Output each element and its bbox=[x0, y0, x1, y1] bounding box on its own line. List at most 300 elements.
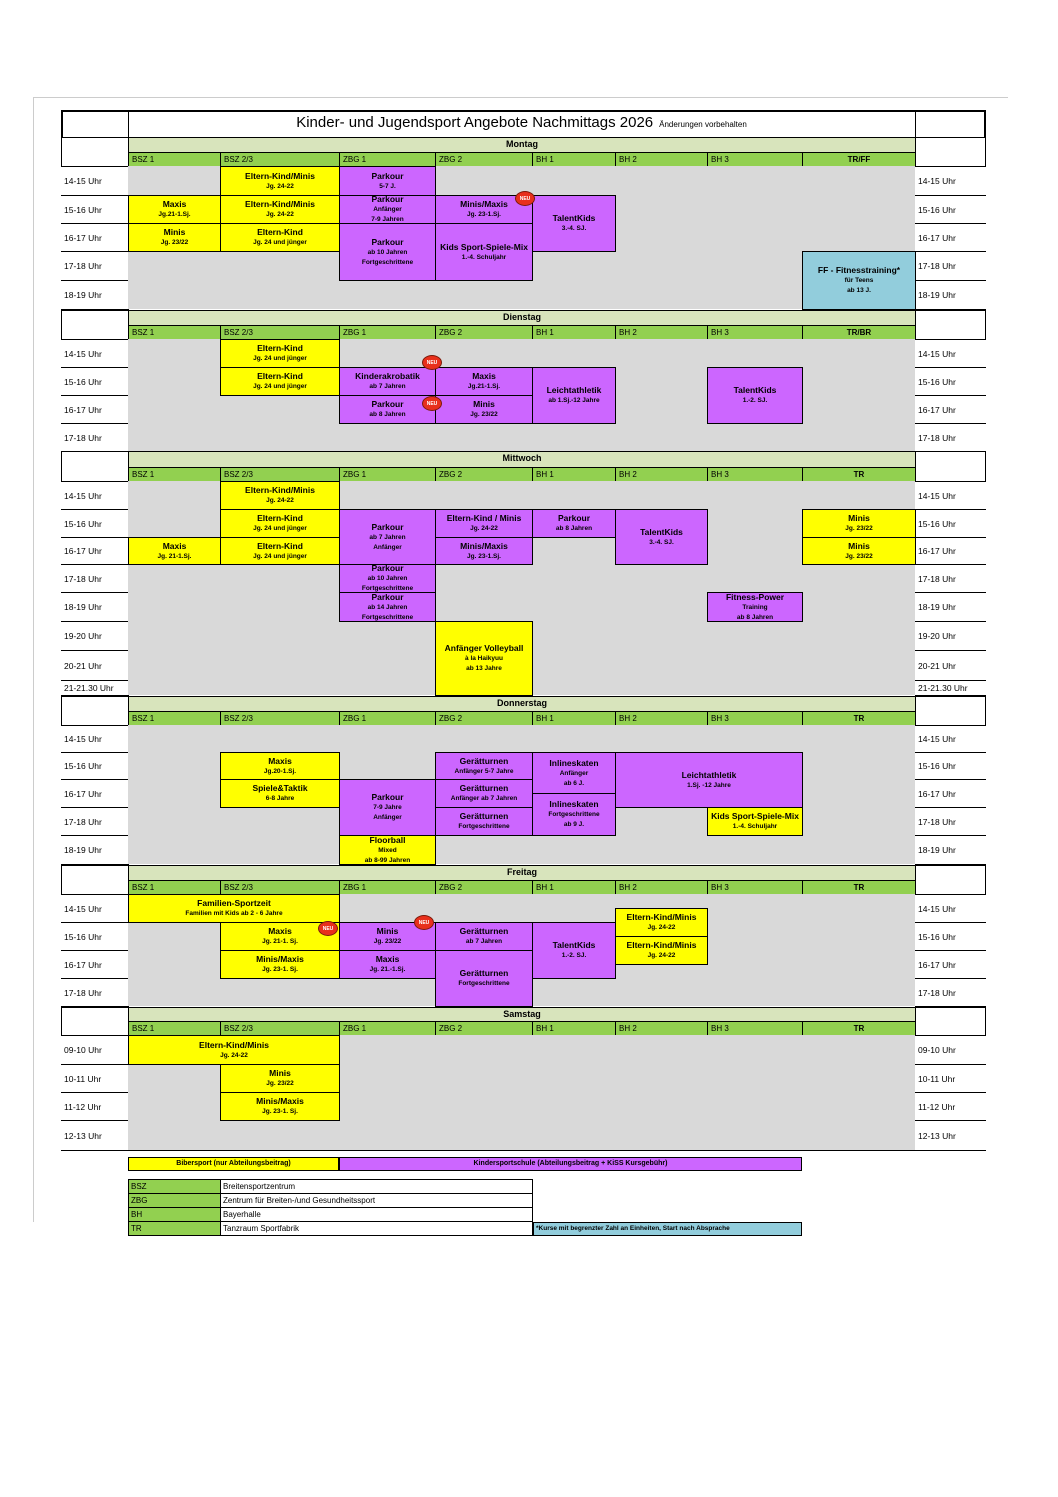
time-label-right: 14-15 Uhr bbox=[915, 725, 986, 753]
course-block[interactable] bbox=[339, 223, 436, 281]
page-title bbox=[128, 110, 915, 136]
venue-header: BH 2 bbox=[615, 152, 708, 167]
course-title: Minis bbox=[848, 540, 870, 551]
time-label-right: 17-18 Uhr bbox=[915, 564, 986, 593]
course-title: Maxis bbox=[268, 755, 292, 766]
new-badge-icon: NEU bbox=[422, 355, 442, 370]
venue-header: BH 2 bbox=[615, 880, 708, 895]
course-title: Floorball bbox=[369, 835, 406, 845]
venue-header: ZBG 1 bbox=[339, 152, 436, 167]
course-detail: Fortgeschrittene bbox=[458, 823, 510, 830]
course-block[interactable] bbox=[339, 592, 436, 622]
course-detail: Jg. 23-1. Sj. bbox=[262, 966, 298, 973]
time-label-left: 18-19 Uhr bbox=[61, 592, 128, 622]
course-detail: 7-9 Jahre bbox=[373, 804, 402, 811]
course-block[interactable] bbox=[220, 339, 340, 368]
course-detail: 1.-2. SJ. bbox=[742, 397, 768, 404]
venue-header: ZBG 2 bbox=[435, 152, 533, 167]
course-detail: ab 8-99 Jahren bbox=[364, 856, 411, 864]
time-label-left: 17-18 Uhr bbox=[61, 251, 128, 281]
course-title: Minis/Maxis bbox=[256, 1096, 304, 1106]
venue-header: ZBG 1 bbox=[339, 1021, 436, 1036]
venue-header: BH 3 bbox=[707, 880, 803, 895]
course-block[interactable] bbox=[435, 807, 533, 836]
venue-header: BH 3 bbox=[707, 711, 803, 726]
new-badge-icon: NEU bbox=[414, 915, 434, 930]
course-block[interactable] bbox=[220, 1092, 340, 1121]
course-block[interactable] bbox=[435, 367, 533, 396]
venue-header: BSZ 1 bbox=[128, 711, 221, 726]
course-detail: Mixed bbox=[378, 846, 397, 854]
header-side-left bbox=[61, 865, 129, 895]
course-detail: Jg. 24 und jünger bbox=[253, 355, 307, 362]
time-label-left: 21-21.30 Uhr bbox=[61, 680, 128, 696]
venue-header: TR/BR bbox=[802, 325, 916, 340]
course-title: Parkour bbox=[371, 564, 404, 573]
course-title: Minis bbox=[269, 1068, 291, 1078]
course-detail: für Teens bbox=[844, 277, 874, 284]
course-detail: Jg. 24 und jünger bbox=[253, 239, 307, 246]
header-side-right bbox=[915, 310, 986, 340]
course-block[interactable] bbox=[220, 367, 340, 396]
course-detail: Familien mit Kids ab 2 - 6 Jahre bbox=[185, 910, 283, 917]
course-block[interactable] bbox=[128, 894, 340, 923]
time-label-left: 16-17 Uhr bbox=[61, 950, 128, 979]
time-label-left: 16-17 Uhr bbox=[61, 223, 128, 252]
course-title: Anfänger Volleyball bbox=[444, 643, 524, 653]
time-label-right: 09-10 Uhr bbox=[915, 1035, 986, 1065]
course-block[interactable] bbox=[435, 223, 533, 281]
course-detail: Jg. 24-22 bbox=[266, 182, 294, 190]
course-detail: Anfänger bbox=[373, 206, 402, 213]
course-detail: Jg. 23/22 bbox=[845, 552, 873, 560]
course-title: TalentKids bbox=[640, 526, 683, 537]
course-block[interactable] bbox=[220, 779, 340, 808]
course-detail: ab 8 Jahren bbox=[736, 613, 774, 621]
course-detail: ab 9 J. bbox=[563, 821, 585, 828]
course-block[interactable] bbox=[220, 195, 340, 224]
time-label-right: 16-17 Uhr bbox=[915, 537, 986, 565]
course-detail: Jg. 23-1.Sj. bbox=[467, 211, 501, 218]
header-side-left bbox=[61, 451, 129, 482]
new-badge-icon: NEU bbox=[318, 921, 338, 936]
time-label-left: 20-21 Uhr bbox=[61, 650, 128, 681]
course-detail: 7-9 Jahren bbox=[371, 216, 404, 223]
course-title: Minis/Maxis bbox=[460, 540, 508, 551]
course-block[interactable] bbox=[532, 367, 616, 424]
course-title: Maxis bbox=[375, 954, 400, 964]
venue-header: ZBG 1 bbox=[339, 467, 436, 482]
time-label-left: 17-18 Uhr bbox=[61, 423, 128, 452]
venue-header: TR bbox=[802, 880, 916, 895]
header-side-left bbox=[61, 696, 129, 726]
course-detail: Jg.20-1.Sj. bbox=[263, 767, 297, 775]
course-block[interactable] bbox=[532, 195, 616, 252]
course-block[interactable] bbox=[435, 950, 533, 1007]
course-title: Eltern-Kind/Minis bbox=[199, 1039, 269, 1050]
course-detail: Jg. 23-1. Sj. bbox=[262, 1108, 298, 1115]
time-label-right: 15-16 Uhr bbox=[915, 509, 986, 538]
course-detail: 3.-4. SJ. bbox=[649, 538, 674, 546]
time-label-right: 11-12 Uhr bbox=[915, 1092, 986, 1121]
course-block[interactable] bbox=[339, 779, 436, 836]
time-label-left: 15-16 Uhr bbox=[61, 367, 128, 396]
course-title: Maxis bbox=[268, 926, 292, 936]
course-title: Minis bbox=[848, 513, 870, 523]
course-detail: Jg. 24-22 bbox=[220, 1051, 248, 1059]
legend-kindersportschule: Kindersportschule (Abteilungsbeitrag + KiSS Kursgebühr) bbox=[339, 1157, 802, 1171]
course-detail: Jg. 24-22 bbox=[266, 211, 294, 218]
venue-header: BH 2 bbox=[615, 711, 708, 726]
course-title: Parkour bbox=[557, 513, 591, 523]
course-title: Parkour bbox=[371, 170, 404, 181]
title-note: Änderungen vorbehalten bbox=[659, 120, 747, 129]
course-block[interactable] bbox=[128, 537, 221, 565]
course-detail: Anfänger bbox=[373, 543, 402, 551]
time-label-right: 10-11 Uhr bbox=[915, 1064, 986, 1093]
course-block[interactable] bbox=[339, 367, 436, 396]
course-detail: à la Haikyuu bbox=[465, 655, 503, 662]
course-title: Maxis bbox=[162, 540, 187, 551]
venue-header: BSZ 2/3 bbox=[220, 1021, 340, 1036]
course-title: Kids Sport-Spiele-Mix bbox=[440, 241, 528, 252]
time-label-right: 17-18 Uhr bbox=[915, 807, 986, 836]
course-detail: Anfänger bbox=[373, 814, 402, 821]
time-label-right: 19-20 Uhr bbox=[915, 621, 986, 651]
course-block[interactable] bbox=[128, 1035, 340, 1065]
venue-header: BH 2 bbox=[615, 467, 708, 482]
time-label-left: 14-15 Uhr bbox=[61, 725, 128, 753]
venue-header: ZBG 2 bbox=[435, 467, 533, 482]
course-block[interactable] bbox=[532, 509, 616, 538]
course-detail: 1.-4. Schuljahr bbox=[732, 823, 778, 830]
time-label-right: 16-17 Uhr bbox=[915, 395, 986, 424]
course-title: Leichtathletik bbox=[681, 769, 737, 780]
abbr-name-tr: Tanzraum Sportfabrik bbox=[220, 1221, 533, 1236]
course-block[interactable] bbox=[707, 807, 803, 836]
course-detail: ab 7 Jahren bbox=[369, 383, 406, 390]
time-label-left: 19-20 Uhr bbox=[61, 621, 128, 651]
time-label-left: 16-17 Uhr bbox=[61, 779, 128, 808]
course-block[interactable] bbox=[339, 395, 436, 424]
course-title: Eltern-Kind/Minis bbox=[245, 485, 315, 495]
course-block[interactable] bbox=[707, 367, 803, 424]
course-detail: Jg. 21-1.Sj. bbox=[157, 552, 192, 560]
venue-header: TR bbox=[802, 711, 916, 726]
course-title: TalentKids bbox=[552, 940, 596, 950]
day-header-dienstag: Dienstag bbox=[128, 310, 916, 326]
time-label-right: 16-17 Uhr bbox=[915, 779, 986, 808]
course-block[interactable] bbox=[220, 166, 340, 196]
course-block[interactable] bbox=[615, 908, 708, 937]
course-block[interactable] bbox=[435, 779, 533, 808]
course-block[interactable] bbox=[615, 752, 803, 808]
header-side-left bbox=[61, 1007, 129, 1036]
course-block[interactable] bbox=[339, 509, 436, 565]
course-title: Gerätturnen bbox=[459, 926, 509, 936]
course-block[interactable] bbox=[220, 223, 340, 252]
course-detail: ab 8 Jahren bbox=[555, 525, 593, 532]
header-side-left bbox=[61, 137, 129, 167]
course-title: Minis bbox=[473, 399, 495, 409]
course-title: Leichtathletik bbox=[546, 385, 602, 395]
course-detail: ab 7 Jahren bbox=[369, 533, 406, 541]
time-label-right: 15-16 Uhr bbox=[915, 922, 986, 951]
course-block[interactable] bbox=[532, 922, 616, 979]
venue-header: BSZ 1 bbox=[128, 1021, 221, 1036]
course-title: Eltern-Kind bbox=[257, 227, 303, 237]
course-detail: Anfänger ab 7 Jahren bbox=[450, 795, 518, 802]
course-detail: ab 13 Jahre bbox=[466, 665, 502, 672]
header-side-right bbox=[915, 451, 986, 482]
day-header-montag: Montag bbox=[128, 137, 916, 153]
course-detail: Fortgeschrittene bbox=[361, 258, 414, 266]
time-label-left: 14-15 Uhr bbox=[61, 481, 128, 510]
course-title: Eltern-Kind / Minis bbox=[446, 513, 522, 523]
course-detail: 6-8 Jahre bbox=[265, 795, 295, 802]
course-block[interactable] bbox=[339, 564, 436, 593]
title-text: Kinder- und Jugendsport Angebote Nachmittags 2026 bbox=[296, 114, 654, 131]
day-header-donnerstag: Donnerstag bbox=[128, 696, 916, 712]
course-title: Maxis bbox=[472, 371, 496, 381]
course-title: TalentKids bbox=[733, 385, 777, 395]
course-detail: Fortgeschrittene bbox=[361, 585, 414, 592]
course-detail: Jg. 23/22 bbox=[373, 938, 402, 945]
venue-header: BSZ 2/3 bbox=[220, 325, 340, 340]
venue-header: BSZ 1 bbox=[128, 152, 221, 167]
course-detail: Fortgeschrittene bbox=[458, 980, 510, 987]
course-block[interactable] bbox=[707, 592, 803, 622]
course-detail: 5-7 J. bbox=[379, 182, 396, 190]
course-detail: ab 6 J. bbox=[563, 779, 585, 787]
course-detail: Jg. 23/22 bbox=[470, 411, 498, 418]
time-label-right: 17-18 Uhr bbox=[915, 423, 986, 452]
time-label-left: 14-15 Uhr bbox=[61, 894, 128, 923]
course-detail: Jg. 24 und jünger bbox=[253, 383, 307, 390]
course-block[interactable] bbox=[220, 481, 340, 510]
abbr-name-zbg: Zentrum für Breiten-/und Gesundheitssport bbox=[220, 1193, 533, 1208]
course-title: Spiele&Taktik bbox=[252, 783, 308, 793]
course-title: Eltern-Kind/Minis bbox=[626, 940, 697, 950]
course-block[interactable] bbox=[615, 509, 708, 565]
course-title: Eltern-Kind bbox=[257, 513, 303, 523]
course-detail: Jg. 21-1. Sj. bbox=[262, 938, 298, 945]
time-label-right: 18-19 Uhr bbox=[915, 280, 986, 310]
time-label-right: 18-19 Uhr bbox=[915, 592, 986, 622]
time-label-right: 16-17 Uhr bbox=[915, 223, 986, 252]
course-title: Eltern-Kind/Minis bbox=[245, 199, 315, 209]
header-side-right bbox=[915, 137, 986, 167]
venue-header: ZBG 1 bbox=[339, 880, 436, 895]
course-title: Eltern-Kind bbox=[257, 540, 303, 551]
course-title: Parkour bbox=[371, 521, 404, 532]
course-detail: Anfänger bbox=[559, 769, 589, 777]
venue-header: BH 1 bbox=[532, 325, 616, 340]
course-block[interactable] bbox=[615, 936, 708, 965]
time-label-right: 15-16 Uhr bbox=[915, 195, 986, 224]
course-block[interactable] bbox=[220, 1064, 340, 1093]
course-detail: Jg. 24 und jünger bbox=[253, 525, 307, 532]
course-detail: Fortgeschrittene bbox=[548, 811, 600, 818]
time-label-right: 15-16 Uhr bbox=[915, 752, 986, 780]
course-detail: ab 14 Jahren bbox=[367, 603, 408, 611]
course-block[interactable] bbox=[435, 752, 533, 780]
course-block[interactable] bbox=[435, 509, 533, 538]
course-block[interactable] bbox=[435, 395, 533, 424]
time-label-right: 14-15 Uhr bbox=[915, 166, 986, 196]
course-title: Inlineskaten bbox=[549, 799, 599, 809]
time-label-right: 18-19 Uhr bbox=[915, 835, 986, 865]
course-block[interactable] bbox=[339, 195, 436, 224]
course-block[interactable] bbox=[339, 950, 436, 979]
page-guide-left bbox=[33, 97, 34, 1222]
course-block[interactable] bbox=[802, 537, 916, 565]
course-detail: Training bbox=[742, 603, 768, 611]
course-block[interactable] bbox=[128, 223, 221, 252]
course-title: Gerätturnen bbox=[459, 755, 509, 766]
course-title: Inlineskaten bbox=[549, 757, 599, 768]
venue-header: BH 1 bbox=[532, 880, 616, 895]
venue-header: ZBG 2 bbox=[435, 1021, 533, 1036]
time-label-right: 17-18 Uhr bbox=[915, 251, 986, 281]
course-title: Kids Sport-Spiele-Mix bbox=[711, 811, 799, 821]
legend-bibersport: Bibersport (nur Abteilungsbeitrag) bbox=[128, 1157, 339, 1171]
course-block[interactable] bbox=[532, 793, 616, 836]
time-label-left: 16-17 Uhr bbox=[61, 395, 128, 424]
course-title: Minis/Maxis bbox=[460, 199, 508, 209]
time-label-left: 17-18 Uhr bbox=[61, 564, 128, 593]
course-title: Kinderakrobatik bbox=[355, 371, 420, 381]
course-block[interactable] bbox=[435, 537, 533, 565]
time-label-right: 16-17 Uhr bbox=[915, 950, 986, 979]
course-block[interactable] bbox=[435, 922, 533, 951]
venue-header: BH 1 bbox=[532, 152, 616, 167]
time-label-left: 18-19 Uhr bbox=[61, 835, 128, 865]
venue-header: ZBG 2 bbox=[435, 711, 533, 726]
venue-header: ZBG 2 bbox=[435, 325, 533, 340]
course-block[interactable] bbox=[339, 835, 436, 865]
time-label-right: 14-15 Uhr bbox=[915, 894, 986, 923]
course-block[interactable] bbox=[220, 537, 340, 565]
venue-header: BH 3 bbox=[707, 1021, 803, 1036]
course-title: FF - Fitnesstraining* bbox=[817, 265, 901, 275]
venue-header: BSZ 2/3 bbox=[220, 152, 340, 167]
venue-header: BH 1 bbox=[532, 1021, 616, 1036]
venue-header: BSZ 1 bbox=[128, 467, 221, 482]
day-header-mittwoch: Mittwoch bbox=[128, 451, 916, 468]
venue-header: ZBG 2 bbox=[435, 880, 533, 895]
course-block[interactable] bbox=[220, 752, 340, 780]
course-detail: 3.-4. SJ. bbox=[561, 225, 587, 232]
course-detail: 1.Sj. -12 Jahre bbox=[687, 781, 731, 789]
course-detail: ab 10 Jahren bbox=[367, 248, 408, 256]
course-block[interactable] bbox=[532, 752, 616, 794]
time-label-left: 17-18 Uhr bbox=[61, 978, 128, 1007]
time-label-right: 21-21.30 Uhr bbox=[915, 680, 986, 696]
course-title: Minis bbox=[376, 926, 399, 936]
day-header-samstag: Samstag bbox=[128, 1007, 916, 1022]
course-detail: 1.-2. SJ. bbox=[561, 952, 587, 959]
time-label-left: 15-16 Uhr bbox=[61, 752, 128, 780]
time-label-left: 11-12 Uhr bbox=[61, 1092, 128, 1121]
course-detail: ab 10 Jahren bbox=[367, 575, 408, 582]
course-detail: Jg. 24-22 bbox=[647, 924, 676, 931]
abbr-name-bh: Bayerhalle bbox=[220, 1207, 533, 1222]
course-detail: ab 8 Jahren bbox=[369, 411, 406, 418]
abbreviation-table bbox=[128, 1179, 533, 1236]
time-label-left: 18-19 Uhr bbox=[61, 280, 128, 310]
new-badge-icon: NEU bbox=[515, 191, 535, 206]
venue-header: BH 3 bbox=[707, 467, 803, 482]
course-detail: ab 1.Sj.-12 Jahre bbox=[548, 397, 600, 404]
course-title: Gerätturnen bbox=[459, 968, 509, 978]
course-block[interactable] bbox=[220, 950, 340, 979]
venue-header: BH 2 bbox=[615, 325, 708, 340]
course-detail: Jg. 23/22 bbox=[266, 1080, 294, 1087]
course-title: Gerätturnen bbox=[459, 783, 509, 793]
course-detail: Jg. 21.-1.Sj. bbox=[369, 966, 406, 973]
course-title: Gerätturnen bbox=[459, 811, 509, 821]
venue-header: BH 1 bbox=[532, 711, 616, 726]
venue-header: BSZ 2/3 bbox=[220, 880, 340, 895]
course-detail: Anfänger 5-7 Jahre bbox=[454, 767, 514, 775]
venue-header: TR bbox=[802, 1021, 916, 1036]
course-title: Parkour bbox=[371, 792, 404, 802]
course-title: TalentKids bbox=[552, 213, 596, 223]
course-block[interactable] bbox=[220, 509, 340, 538]
course-detail: Jg. 23/22 bbox=[160, 239, 189, 246]
abbr-code-bsz: BSZ bbox=[128, 1179, 221, 1194]
time-label-left: 15-16 Uhr bbox=[61, 922, 128, 951]
time-label-left: 14-15 Uhr bbox=[61, 166, 128, 196]
time-label-left: 16-17 Uhr bbox=[61, 537, 128, 565]
course-title: Parkour bbox=[371, 236, 404, 247]
course-detail: Jg. 24-22 bbox=[647, 952, 676, 959]
course-block[interactable] bbox=[128, 195, 221, 224]
venue-header: BSZ 1 bbox=[128, 880, 221, 895]
course-block[interactable] bbox=[802, 509, 916, 538]
course-block[interactable] bbox=[435, 621, 533, 696]
course-title: Parkour bbox=[371, 399, 404, 409]
course-title: Parkour bbox=[371, 592, 404, 602]
course-detail: Fortgeschrittene bbox=[361, 613, 414, 621]
time-label-right: 12-13 Uhr bbox=[915, 1120, 986, 1151]
day-header-freitag: Freitag bbox=[128, 865, 916, 881]
course-title: Parkour bbox=[371, 195, 404, 204]
course-title: Minis/Maxis bbox=[256, 954, 304, 964]
time-label-right: 17-18 Uhr bbox=[915, 978, 986, 1007]
abbr-name-bsz: Breitensportzentrum bbox=[220, 1179, 533, 1194]
venue-header: BSZ 2/3 bbox=[220, 711, 340, 726]
time-label-right: 14-15 Uhr bbox=[915, 481, 986, 510]
venue-header: ZBG 1 bbox=[339, 711, 436, 726]
abbr-code-zbg: ZBG bbox=[128, 1193, 221, 1208]
course-block[interactable] bbox=[339, 166, 436, 196]
venue-header: BH 3 bbox=[707, 325, 803, 340]
header-side-right bbox=[915, 696, 986, 726]
venue-header: BH 1 bbox=[532, 467, 616, 482]
venue-header: BH 2 bbox=[615, 1021, 708, 1036]
time-label-left: 14-15 Uhr bbox=[61, 339, 128, 368]
venue-header: BSZ 1 bbox=[128, 325, 221, 340]
course-detail: Jg. 23-1.Sj. bbox=[467, 552, 501, 560]
course-detail: Jg. 24-22 bbox=[266, 497, 294, 504]
course-block[interactable] bbox=[802, 251, 916, 310]
course-detail: ab 7 Jahren bbox=[465, 938, 503, 945]
page-guide-top bbox=[33, 97, 1008, 98]
venue-header: ZBG 1 bbox=[339, 325, 436, 340]
course-title: Maxis bbox=[162, 199, 187, 209]
